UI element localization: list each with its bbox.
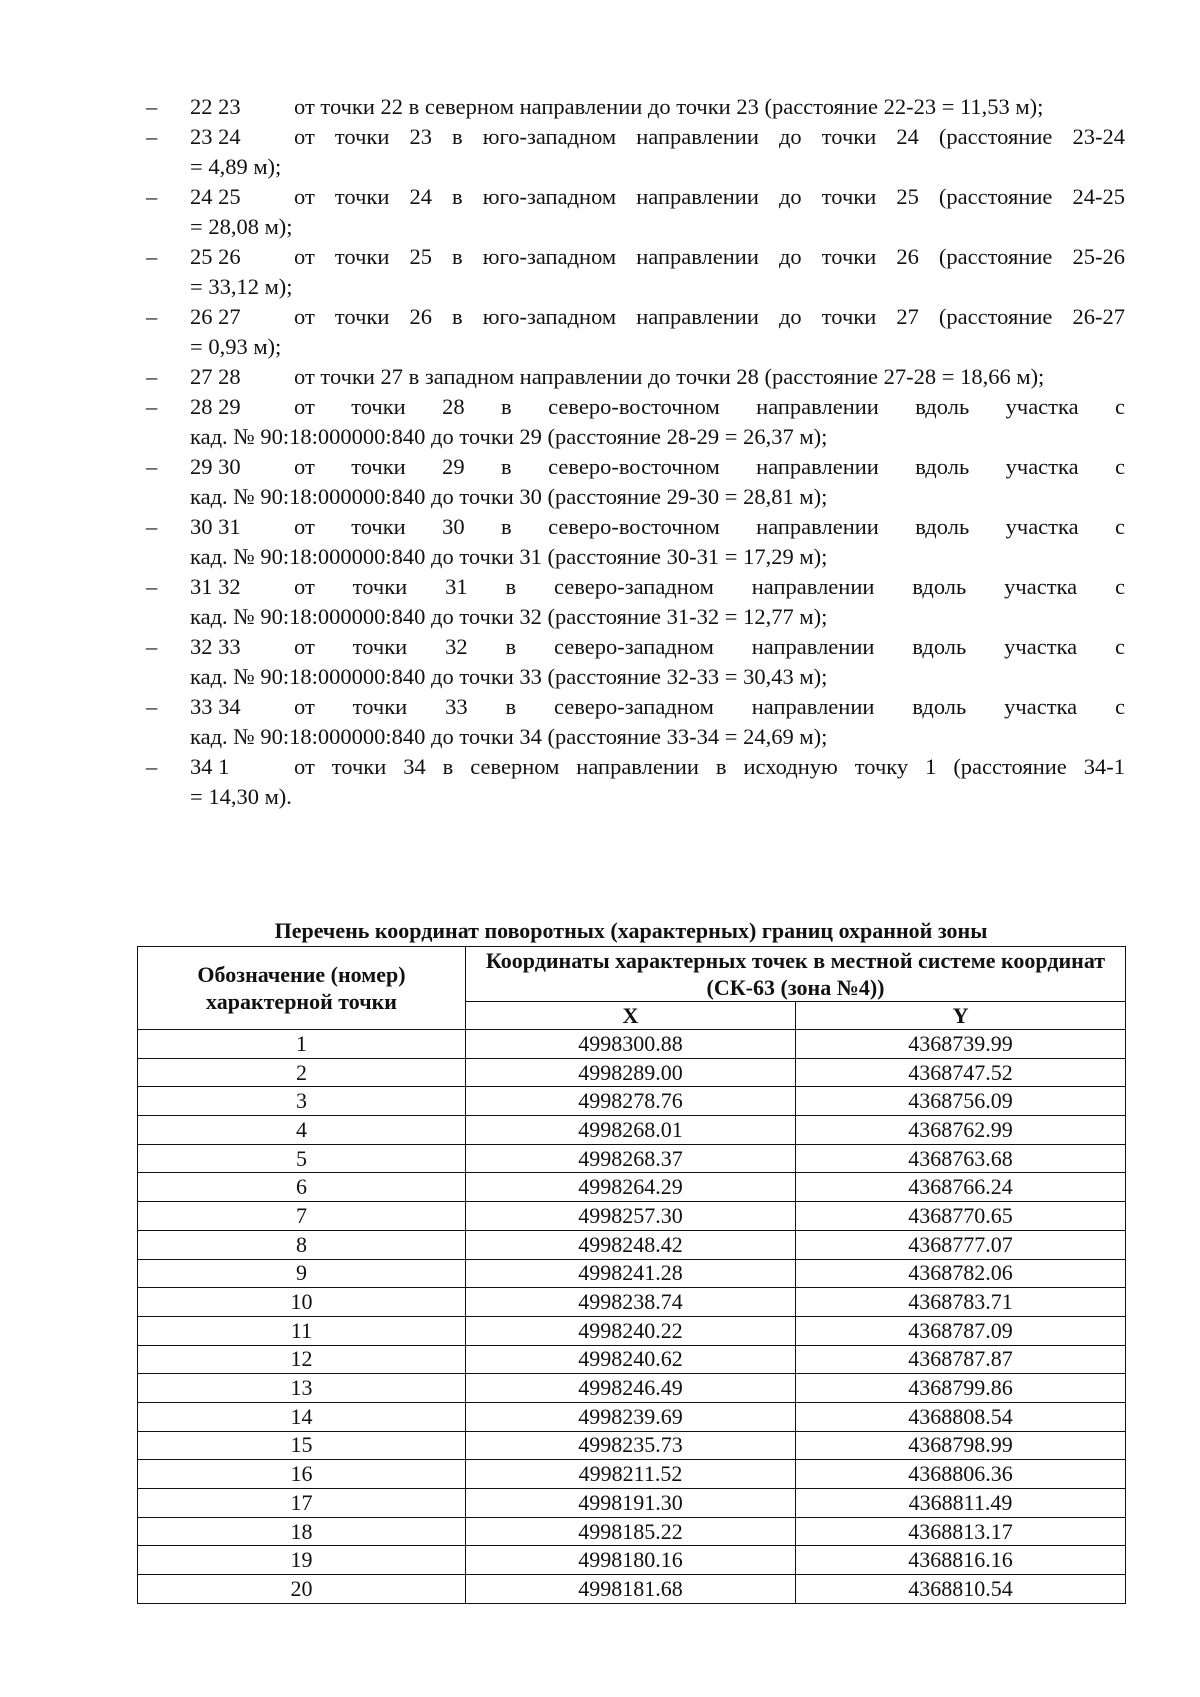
segment-description: от точки 22 в северном направлении до точки 23 (расстояние 22-23 = 11,53 м);	[294, 94, 1044, 119]
point-number: 14	[138, 1402, 466, 1431]
dash-bullet: –	[146, 304, 158, 329]
dash-bullet: –	[146, 244, 158, 269]
point-number: 17	[138, 1489, 466, 1518]
dash-bullet: –	[146, 694, 158, 719]
point-number: 5	[138, 1144, 466, 1173]
table-row	[138, 1316, 1126, 1345]
segment-description: от точки 34 в северном направлении в исходную точку 1 (расстояние 34-1	[294, 754, 1125, 779]
segment-continuation: кад. № 90:18:000000:840 до точки 30 (расстояние 29-30 = 28,81 м);	[190, 484, 828, 509]
segment-description: от точки 27 в западном направлении до точки 28 (расстояние 27-28 = 18,66 м);	[294, 364, 1045, 389]
point-number: 6	[138, 1173, 466, 1202]
y-value: 4368787.09	[796, 1316, 1126, 1345]
point-number: 15	[138, 1431, 466, 1460]
table-row	[138, 1575, 1126, 1604]
table-row	[138, 1144, 1126, 1173]
point-number: 16	[138, 1460, 466, 1489]
x-value: 4998268.37	[466, 1144, 796, 1173]
segment-continuation: кад. № 90:18:000000:840 до точки 31 (расстояние 30-31 = 17,29 м);	[190, 544, 828, 569]
segment-continuation: кад. № 90:18:000000:840 до точки 29 (расстояние 28-29 = 26,37 м);	[190, 424, 828, 449]
dash-bullet: –	[146, 364, 158, 389]
list-item	[148, 752, 1125, 812]
point-number: 11	[138, 1316, 466, 1345]
x-value: 4998239.69	[466, 1402, 796, 1431]
dash-bullet: –	[146, 574, 158, 599]
point-number: 4	[138, 1116, 466, 1145]
y-value: 4368783.71	[796, 1288, 1126, 1317]
y-value: 4368763.68	[796, 1144, 1126, 1173]
segment-number: 22 23	[190, 94, 241, 119]
dash-bullet: –	[146, 124, 158, 149]
table-row	[138, 1202, 1126, 1231]
list-item	[148, 92, 1125, 122]
x-value: 4998185.22	[466, 1517, 796, 1546]
y-value: 4368739.99	[796, 1030, 1126, 1059]
y-value: 4368806.36	[796, 1460, 1126, 1489]
table-row	[138, 1087, 1126, 1116]
segment-description: от точки 25 в юго-западном направлении до точки 26 (расстояние 25-26	[294, 244, 1125, 269]
list-item	[148, 182, 1125, 242]
segment-continuation: = 33,12 м);	[190, 274, 293, 299]
list-item	[148, 242, 1125, 302]
y-value: 4368816.16	[796, 1546, 1126, 1575]
table-row	[138, 1259, 1126, 1288]
point-number: 7	[138, 1202, 466, 1231]
table-row	[138, 1517, 1126, 1546]
list-item	[148, 392, 1125, 452]
x-value: 4998240.22	[466, 1316, 796, 1345]
table-caption: Перечень координат поворотных (характерных) границ охранной зоны	[274, 918, 988, 943]
table-row	[138, 1173, 1126, 1202]
table-row	[138, 1460, 1126, 1489]
point-number: 19	[138, 1546, 466, 1575]
point-number: 10	[138, 1288, 466, 1317]
table-row	[138, 1546, 1126, 1575]
x-value: 4998180.16	[466, 1546, 796, 1575]
list-item	[148, 692, 1125, 752]
point-number: 3	[138, 1087, 466, 1116]
y-value: 4368777.07	[796, 1230, 1126, 1259]
table-row	[138, 1030, 1126, 1059]
point-number: 9	[138, 1259, 466, 1288]
segment-number: 25 26	[190, 244, 241, 269]
y-value: 4368766.24	[796, 1173, 1126, 1202]
x-value: 4998181.68	[466, 1575, 796, 1604]
table-row	[138, 1288, 1126, 1317]
segment-description: от точки 33 в северо-западном направлении вдоль участка с	[294, 694, 1125, 719]
point-number: 20	[138, 1575, 466, 1604]
x-value: 4998191.30	[466, 1489, 796, 1518]
segment-number: 23 24	[190, 124, 241, 149]
x-value: 4998300.88	[466, 1030, 796, 1059]
list-item	[148, 362, 1125, 392]
x-value: 4998257.30	[466, 1202, 796, 1231]
dash-bullet: –	[146, 754, 158, 779]
x-value: 4998278.76	[466, 1087, 796, 1116]
segment-description: от точки 29 в северо-восточном направлении вдоль участка с	[294, 454, 1125, 479]
point-number: 8	[138, 1230, 466, 1259]
segment-number: 31 32	[190, 574, 241, 599]
segment-number: 32 33	[190, 634, 241, 659]
segment-description: от точки 28 в северо-восточном направлении вдоль участка с	[294, 394, 1125, 419]
point-number-header: Обозначение (номер) характерной точки	[138, 947, 466, 1030]
list-item	[148, 632, 1125, 692]
segment-number: 30 31	[190, 514, 241, 539]
table-row	[138, 1431, 1126, 1460]
segment-number: 26 27	[190, 304, 241, 329]
table-row	[138, 1345, 1126, 1374]
segment-list	[148, 92, 1125, 812]
segment-continuation: кад. № 90:18:000000:840 до точки 32 (расстояние 31-32 = 12,77 м);	[190, 604, 828, 629]
dash-bullet: –	[146, 514, 158, 539]
dash-bullet: –	[146, 94, 158, 119]
segment-number: 27 28	[190, 364, 241, 389]
dash-bullet: –	[146, 634, 158, 659]
list-item	[148, 512, 1125, 572]
y-value: 4368799.86	[796, 1374, 1126, 1403]
list-item	[148, 122, 1125, 182]
x-value: 4998248.42	[466, 1230, 796, 1259]
segment-description: от точки 26 в юго-западном направлении до точки 27 (расстояние 26-27	[294, 304, 1125, 329]
list-item	[148, 452, 1125, 512]
table-row	[138, 1489, 1126, 1518]
coordinates-header: Координаты характерных точек в местной системе координат (СК-63 (зона №4))	[466, 947, 1126, 1002]
x-value: 4998268.01	[466, 1116, 796, 1145]
segment-number: 34 1	[190, 754, 230, 779]
segment-continuation: кад. № 90:18:000000:840 до точки 33 (расстояние 32-33 = 30,43 м);	[190, 664, 828, 689]
y-value: 4368808.54	[796, 1402, 1126, 1431]
list-item	[148, 572, 1125, 632]
segment-continuation: = 14,30 м).	[190, 784, 292, 809]
table-row	[138, 1230, 1126, 1259]
table-row	[138, 1402, 1126, 1431]
y-value: 4368811.49	[796, 1489, 1126, 1518]
segment-description: от точки 23 в юго-западном направлении до точки 24 (расстояние 23-24	[294, 124, 1125, 149]
x-value: 4998246.49	[466, 1374, 796, 1403]
x-value: 4998264.29	[466, 1173, 796, 1202]
y-value: 4368813.17	[796, 1517, 1126, 1546]
segment-description: от точки 31 в северо-западном направлении вдоль участка с	[294, 574, 1125, 599]
x-header: X	[466, 1002, 796, 1030]
y-value: 4368782.06	[796, 1259, 1126, 1288]
point-number: 1	[138, 1030, 466, 1059]
x-value: 4998241.28	[466, 1259, 796, 1288]
table-row	[138, 1374, 1126, 1403]
segment-continuation: кад. № 90:18:000000:840 до точки 34 (расстояние 33-34 = 24,69 м);	[190, 724, 828, 749]
point-number: 12	[138, 1345, 466, 1374]
table-row	[138, 1116, 1126, 1145]
y-value: 4368747.52	[796, 1058, 1126, 1087]
segment-description: от точки 24 в юго-западном направлении до точки 25 (расстояние 24-25	[294, 184, 1125, 209]
x-value: 4998240.62	[466, 1345, 796, 1374]
segment-number: 24 25	[190, 184, 241, 209]
segment-number: 28 29	[190, 394, 241, 419]
list-item	[148, 302, 1125, 362]
y-value: 4368798.99	[796, 1431, 1126, 1460]
point-number: 18	[138, 1517, 466, 1546]
y-value: 4368756.09	[796, 1087, 1126, 1116]
dash-bullet: –	[146, 454, 158, 479]
y-value: 4368810.54	[796, 1575, 1126, 1604]
x-value: 4998289.00	[466, 1058, 796, 1087]
point-number: 2	[138, 1058, 466, 1087]
coordinates-table	[137, 946, 1126, 1604]
segment-number: 33 34	[190, 694, 241, 719]
y-value: 4368787.87	[796, 1345, 1126, 1374]
segment-description: от точки 30 в северо-восточном направлении вдоль участка с	[294, 514, 1125, 539]
y-value: 4368770.65	[796, 1202, 1126, 1231]
segment-continuation: = 4,89 м);	[190, 154, 282, 179]
x-value: 4998211.52	[466, 1460, 796, 1489]
dash-bullet: –	[146, 184, 158, 209]
segment-description: от точки 32 в северо-западном направлении вдоль участка с	[294, 634, 1125, 659]
y-header: Y	[796, 1002, 1126, 1030]
segment-number: 29 30	[190, 454, 241, 479]
segment-continuation: = 0,93 м);	[190, 334, 282, 359]
point-number: 13	[138, 1374, 466, 1403]
x-value: 4998235.73	[466, 1431, 796, 1460]
dash-bullet: –	[146, 394, 158, 419]
table-row	[138, 1058, 1126, 1087]
y-value: 4368762.99	[796, 1116, 1126, 1145]
segment-continuation: = 28,08 м);	[190, 214, 293, 239]
x-value: 4998238.74	[466, 1288, 796, 1317]
